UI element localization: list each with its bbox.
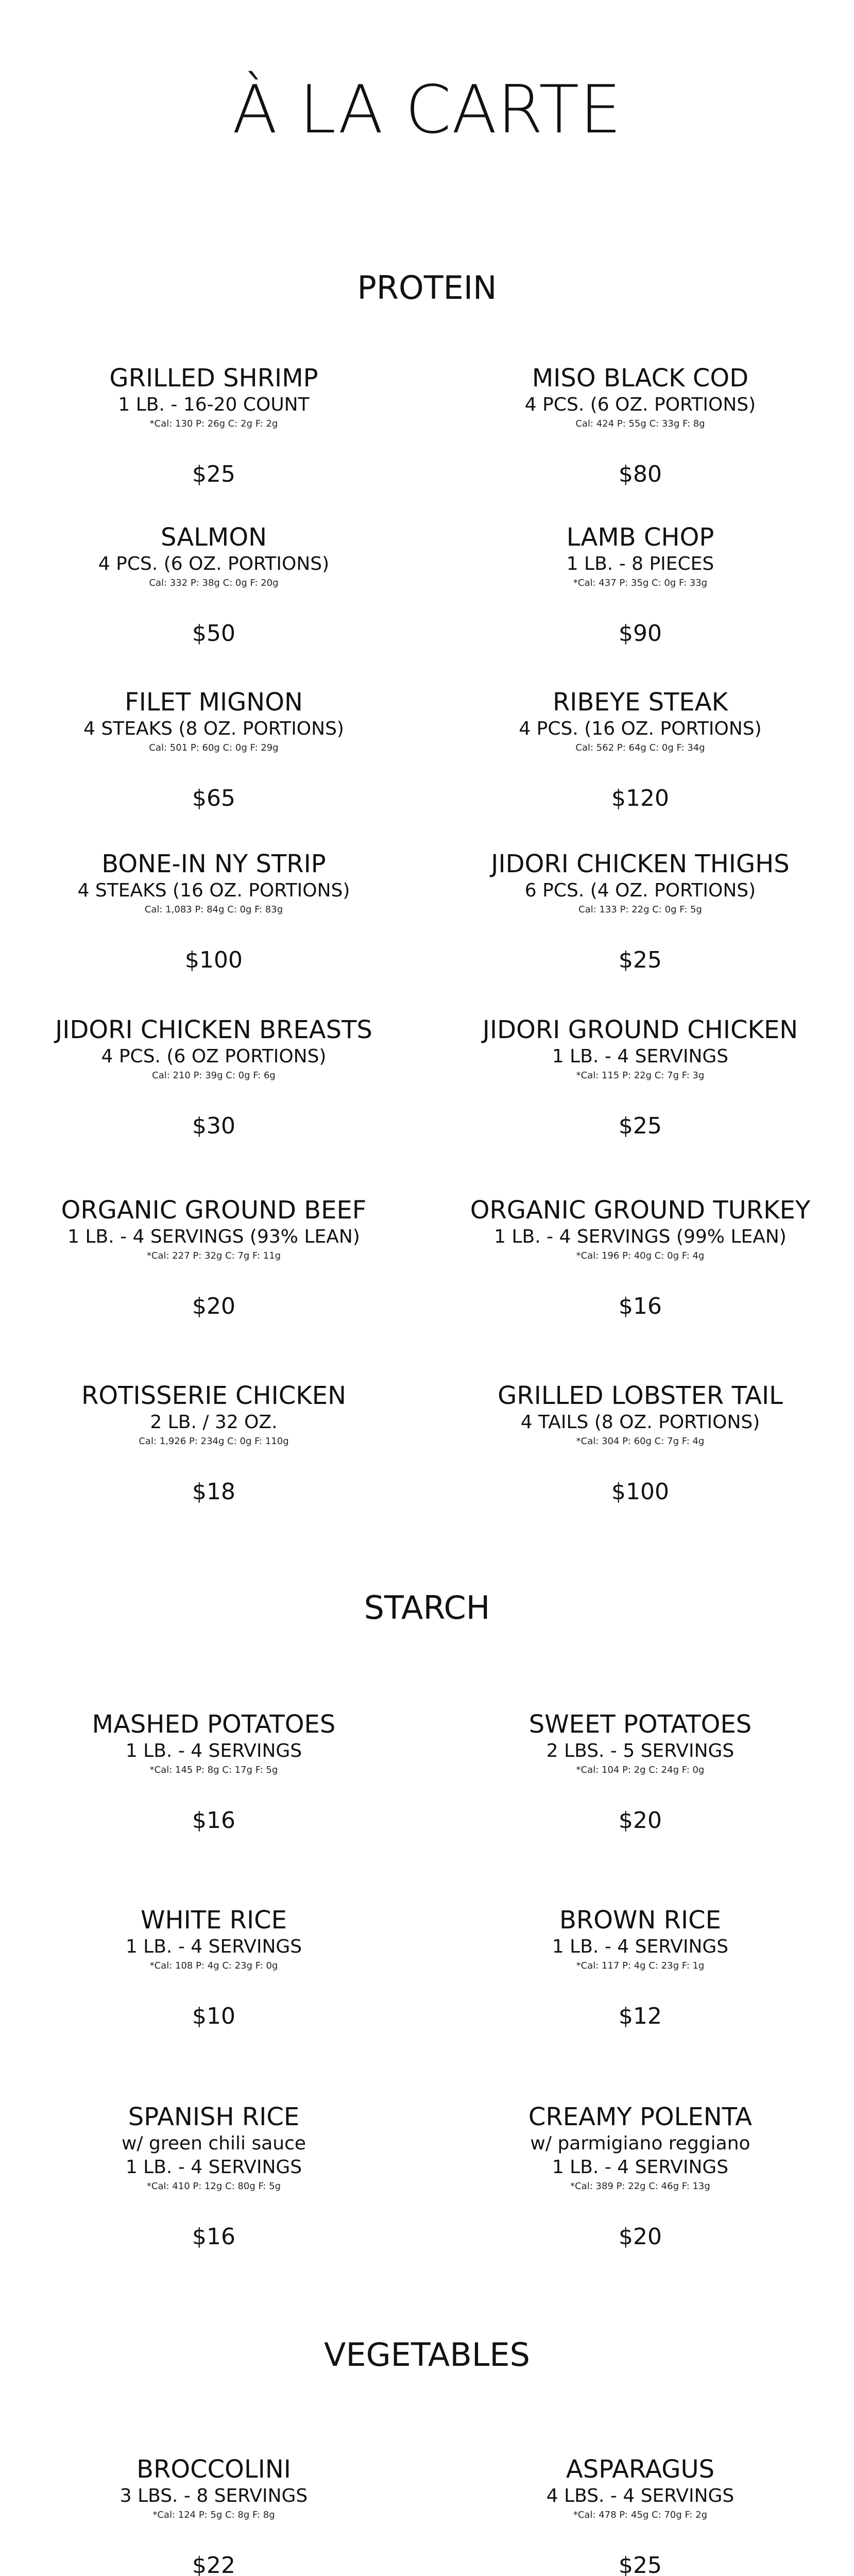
- item-nutrition: *Cal: 437 P: 35g C: 0g F: 33g: [573, 578, 708, 588]
- item-quantity: 6 PCS. (4 OZ. PORTIONS): [524, 880, 756, 901]
- item-price: $50: [192, 620, 235, 647]
- menu-item-bone-in-ny-strip: [18, 849, 409, 974]
- item-nutrition: Cal: 501 P: 60g C: 0g F: 29g: [149, 742, 279, 753]
- item-name: WHITE RICE: [141, 1906, 287, 1935]
- item-name: FILET MIGNON: [125, 688, 303, 717]
- menu-item-broccolini: [18, 2454, 409, 2576]
- menu-item-jidori-chicken-thighs: [445, 849, 836, 974]
- item-nutrition: Cal: 133 P: 22g C: 0g F: 5g: [578, 904, 702, 915]
- item-nutrition: *Cal: 130 P: 26g C: 2g F: 2g: [149, 418, 278, 429]
- item-price: $10: [192, 2003, 235, 2029]
- menu-item-salmon: [18, 522, 409, 647]
- item-name: MASHED POTATOES: [92, 1710, 336, 1739]
- item-quantity: 4 LBS. - 4 SERVINGS: [546, 2485, 735, 2506]
- item-quantity: 2 LB. / 32 OZ.: [150, 1412, 278, 1433]
- item-quantity: 4 PCS. (16 OZ. PORTIONS): [519, 718, 762, 739]
- item-price: $25: [619, 947, 662, 973]
- item-price: $20: [619, 1807, 662, 1834]
- item-price: $25: [619, 2552, 662, 2576]
- item-price: $90: [619, 620, 662, 647]
- menu-item-miso-black-cod: [445, 363, 836, 488]
- item-nutrition: Cal: 1,083 P: 84g C: 0g F: 83g: [144, 904, 283, 915]
- item-name: ROTISSERIE CHICKEN: [81, 1381, 346, 1410]
- item-quantity: 2 LBS. - 5 SERVINGS: [546, 1740, 735, 1761]
- menu-item-creamy-polenta: [445, 2102, 836, 2250]
- menu-item-organic-ground-turkey: [445, 1195, 836, 1320]
- item-price: $25: [192, 461, 235, 487]
- item-quantity: 1 LB. - 4 SERVINGS: [552, 1936, 729, 1957]
- item-name: CREAMY POLENTA: [528, 2103, 753, 2131]
- menu-item-grilled-shrimp: [18, 363, 409, 488]
- item-price: $12: [619, 2003, 662, 2029]
- item-price: $20: [619, 2224, 662, 2250]
- item-quantity: 1 LB. - 8 PIECES: [566, 553, 714, 574]
- item-nutrition: *Cal: 108 P: 4g C: 23g F: 0g: [149, 1960, 278, 1971]
- item-quantity: 4 PCS. (6 OZ. PORTIONS): [524, 394, 756, 415]
- item-nutrition: *Cal: 478 P: 45g C: 70g F: 2g: [573, 2510, 708, 2520]
- item-name: BROCCOLINI: [136, 2455, 291, 2484]
- menu-item-white-rice: [18, 1905, 409, 2030]
- item-quantity: 1 LB. - 4 SERVINGS: [125, 2157, 302, 2178]
- menu-item-asparagus: [445, 2454, 836, 2576]
- item-quantity: 1 LB. - 4 SERVINGS (99% LEAN): [494, 1226, 787, 1247]
- item-price: $18: [192, 1479, 235, 1505]
- item-name: ASPARAGUS: [566, 2455, 715, 2484]
- item-name: JIDORI GROUND CHICKEN: [482, 1015, 798, 1044]
- item-nutrition: Cal: 210 P: 39g C: 0g F: 6g: [152, 1070, 276, 1081]
- menu-item-lamb-chop: [445, 522, 836, 647]
- item-name: SWEET POTATOES: [528, 1710, 752, 1739]
- item-price: $16: [192, 1807, 235, 1834]
- menu-item-spanish-rice: [18, 2102, 409, 2250]
- item-quantity: 1 LB. - 16-20 COUNT: [118, 394, 310, 415]
- item-quantity: 4 STEAKS (16 OZ. PORTIONS): [77, 880, 350, 901]
- item-price: $100: [185, 947, 243, 973]
- menu-item-organic-ground-beef: [18, 1195, 409, 1320]
- menu-item-rotisserie-chicken: [18, 1381, 409, 1505]
- item-name: ORGANIC GROUND BEEF: [61, 1196, 367, 1225]
- item-price: $16: [619, 1293, 662, 1319]
- item-quantity: 1 LB. - 4 SERVINGS: [125, 1740, 302, 1761]
- menu-item-sweet-potatoes: [445, 1709, 836, 1834]
- section-heading-protein: PROTEIN: [357, 269, 497, 307]
- item-price: $120: [611, 785, 669, 811]
- item-name: RIBEYE STEAK: [552, 688, 728, 717]
- item-name: JIDORI CHICKEN THIGHS: [491, 850, 790, 878]
- item-nutrition: *Cal: 115 P: 22g C: 7g F: 3g: [576, 1070, 705, 1081]
- menu-item-ribeye-steak: [445, 687, 836, 812]
- item-name: LAMB CHOP: [566, 523, 714, 552]
- item-quantity: 4 STEAKS (8 OZ. PORTIONS): [83, 718, 344, 739]
- item-name: BROWN RICE: [559, 1906, 722, 1935]
- item-nutrition: *Cal: 145 P: 8g C: 17g F: 5g: [149, 1765, 278, 1775]
- item-name: ORGANIC GROUND TURKEY: [470, 1196, 811, 1225]
- page-title: À LA CARTE: [232, 72, 622, 148]
- item-nutrition: *Cal: 410 P: 12g C: 80g F: 5g: [146, 2181, 281, 2192]
- item-name: JIDORI CHICKEN BREASTS: [55, 1015, 372, 1044]
- menu-item-filet-mignon: [18, 687, 409, 812]
- item-quantity: 4 PCS. (6 OZ PORTIONS): [101, 1046, 327, 1067]
- item-nutrition: Cal: 424 P: 55g C: 33g F: 8g: [575, 418, 705, 429]
- item-note: w/ green chili sauce: [121, 2133, 306, 2154]
- item-quantity: 1 LB. - 4 SERVINGS: [552, 1046, 729, 1067]
- menu-item-grilled-lobster-tail: [445, 1381, 836, 1505]
- item-nutrition: Cal: 1,926 P: 234g C: 0g F: 110g: [139, 1436, 289, 1447]
- item-name: SPANISH RICE: [128, 2103, 300, 2131]
- item-nutrition: Cal: 562 P: 64g C: 0g F: 34g: [575, 742, 705, 753]
- item-nutrition: *Cal: 104 P: 2g C: 24g F: 0g: [576, 1765, 705, 1775]
- item-name: SALMON: [160, 523, 267, 552]
- menu-item-jidori-chicken-breasts: [18, 1015, 409, 1140]
- item-quantity: 3 LBS. - 8 SERVINGS: [119, 2485, 308, 2506]
- section-heading-starch: STARCH: [364, 1589, 490, 1626]
- item-note: w/ parmigiano reggiano: [530, 2133, 750, 2154]
- section-heading-vegetables: VEGETABLES: [324, 2336, 530, 2374]
- item-quantity: 4 TAILS (8 OZ. PORTIONS): [520, 1412, 760, 1433]
- item-price: $20: [192, 1293, 235, 1319]
- item-price: $16: [192, 2224, 235, 2250]
- menu-item-mashed-potatoes: [18, 1709, 409, 1834]
- item-quantity: 1 LB. - 4 SERVINGS (93% LEAN): [67, 1226, 360, 1247]
- item-nutrition: *Cal: 304 P: 60g C: 7g F: 4g: [576, 1436, 705, 1447]
- item-nutrition: *Cal: 124 P: 5g C: 8g F: 8g: [152, 2510, 275, 2520]
- item-price: $30: [192, 1113, 235, 1139]
- item-name: MISO BLACK COD: [532, 364, 749, 393]
- item-quantity: 1 LB. - 4 SERVINGS: [552, 2157, 729, 2178]
- item-name: GRILLED SHRIMP: [109, 364, 318, 393]
- menu-item-jidori-ground-chicken: [445, 1015, 836, 1140]
- item-nutrition: *Cal: 389 P: 22g C: 46g F: 13g: [570, 2181, 710, 2192]
- item-price: $65: [192, 785, 235, 811]
- item-nutrition: *Cal: 117 P: 4g C: 23g F: 1g: [576, 1960, 705, 1971]
- item-price: $22: [192, 2552, 235, 2576]
- item-nutrition: Cal: 332 P: 38g C: 0g F: 20g: [149, 578, 279, 588]
- item-price: $80: [619, 461, 662, 487]
- menu-item-brown-rice: [445, 1905, 836, 2030]
- item-price: $100: [611, 1479, 669, 1505]
- item-nutrition: *Cal: 196 P: 40g C: 0g F: 4g: [576, 1250, 705, 1261]
- item-name: BONE-IN NY STRIP: [101, 850, 326, 878]
- item-nutrition: *Cal: 227 P: 32g C: 7g F: 11g: [146, 1250, 281, 1261]
- item-name: GRILLED LOBSTER TAIL: [498, 1381, 783, 1410]
- item-quantity: 4 PCS. (6 OZ. PORTIONS): [98, 553, 330, 574]
- item-price: $25: [619, 1113, 662, 1139]
- item-quantity: 1 LB. - 4 SERVINGS: [125, 1936, 302, 1957]
